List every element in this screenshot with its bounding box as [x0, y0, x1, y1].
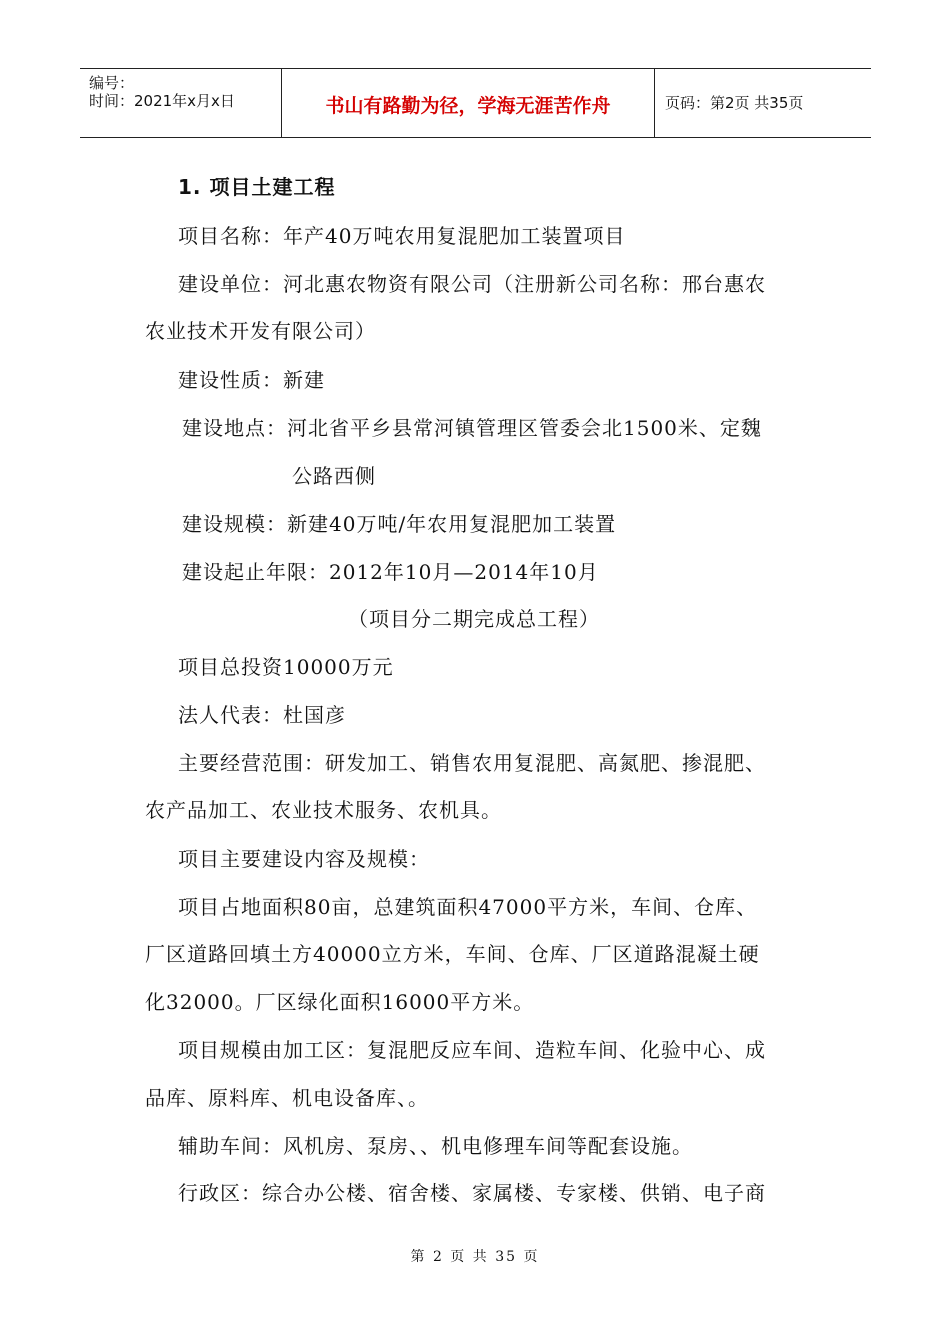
processing-area-line: 项目规模由加工区：复混肥反应车间、造粒车间、化验中心、成 [178, 1038, 766, 1062]
section-heading: 1. 项目土建工程 [178, 175, 336, 199]
number-label: 编号： [89, 74, 135, 92]
construction-scale-line: 建设规模：新建40万吨/年农用复混肥加工装置 [182, 512, 617, 536]
page-footer: 第 2 页 共 35 页 [410, 1249, 540, 1265]
processing-area-line-cont: 品库、原料库、机电设备库、。 [145, 1086, 429, 1110]
area-line-3: 化32000。厂区绿化面积16000平方米。 [145, 990, 535, 1014]
header-page-cell [655, 69, 871, 137]
page-code: 页码：第2页 共35页 [665, 94, 804, 112]
document-header [80, 68, 871, 138]
construction-location-line: 建设地点：河北省平乡县常河镇管理区管委会北1500米、定魏 [182, 416, 762, 440]
header-motto-cell [282, 69, 655, 137]
header-meta-cell [80, 69, 282, 137]
motto: 书山有路勤为径，学海无涯苦作舟 [325, 95, 611, 117]
legal-representative-line: 法人代表：杜国彦 [178, 703, 346, 727]
main-content-heading: 项目主要建设内容及规模： [178, 847, 430, 871]
auxiliary-workshop-line: 辅助车间：风机房、泵房、、机电修理车间等配套设施。 [178, 1134, 693, 1158]
area-line-2: 厂区道路回填土方40000立方米，车间、仓库、厂区道路混凝土硬 [145, 942, 760, 966]
total-investment-line: 项目总投资10000万元 [178, 655, 394, 679]
project-name-line: 项目名称：年产40万吨农用复混肥加工装置项目 [178, 224, 626, 248]
construction-nature-line: 建设性质：新建 [178, 368, 325, 392]
construction-phase-note: （项目分二期完成总工程） [348, 607, 600, 631]
business-scope-line-cont: 农产品加工、农业技术服务、农机具。 [145, 798, 502, 822]
construction-period-line: 建设起止年限：2012年10月—2014年10月 [182, 560, 599, 584]
construction-unit-line-cont: 农业技术开发有限公司） [145, 319, 376, 343]
business-scope-line: 主要经营范围：研发加工、销售农用复混肥、高氮肥、掺混肥、 [178, 751, 766, 775]
time-label: 时间：2021年x月x日 [89, 92, 235, 110]
area-line-1: 项目占地面积80亩，总建筑面积47000平方米，车间、仓库、 [178, 895, 758, 919]
administrative-area-line: 行政区：综合办公楼、宿舍楼、家属楼、专家楼、供销、电子商 [178, 1181, 766, 1205]
construction-location-line-cont: 公路西侧 [292, 464, 376, 488]
construction-unit-line: 建设单位：河北惠农物资有限公司（注册新公司名称：邢台惠农 [178, 272, 766, 296]
